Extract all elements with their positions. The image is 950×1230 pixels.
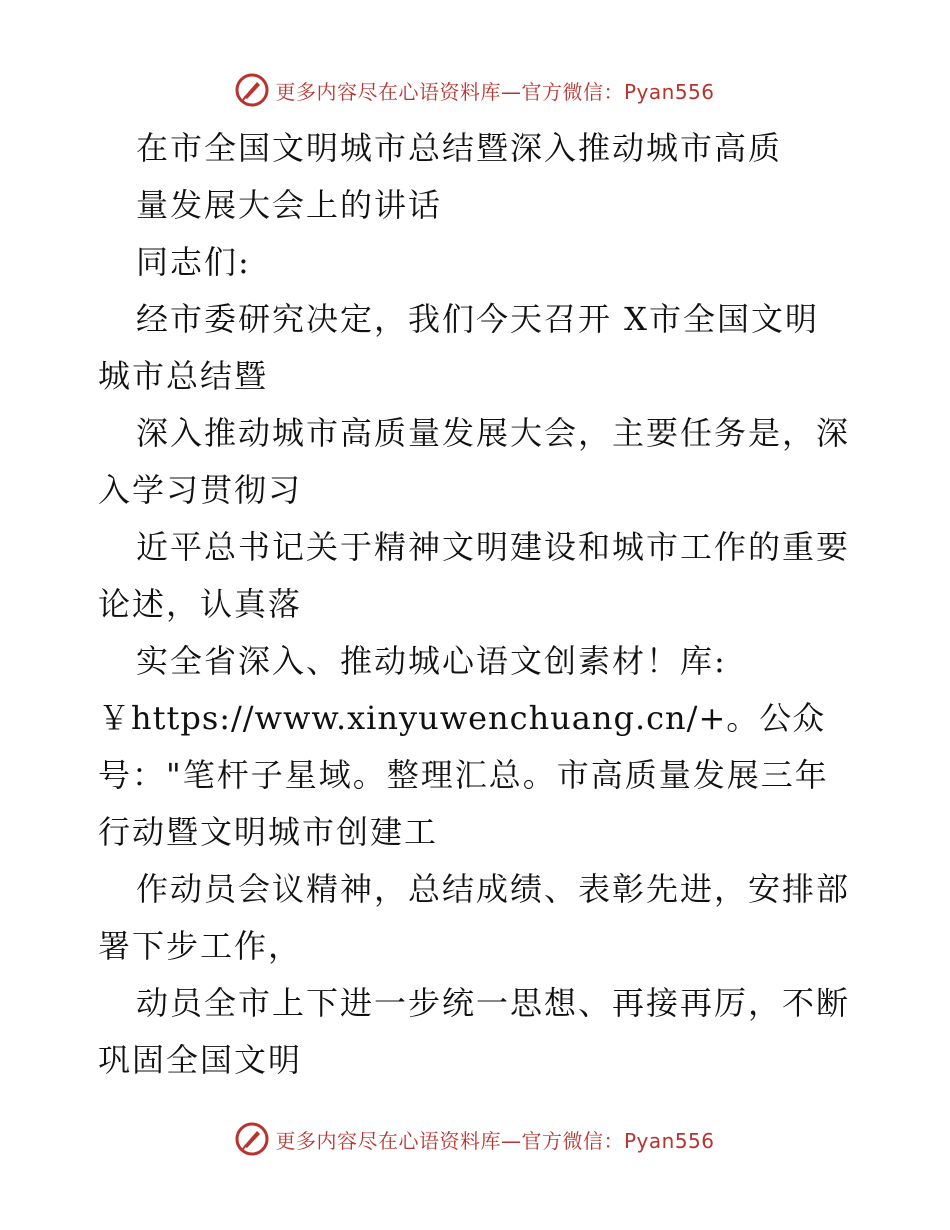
banner-text — [275, 1125, 714, 1154]
doc-line: 深入推动城市高质量发展大会，主要任务是，深 — [136, 414, 851, 452]
banner-wechat-label: 官方微信： — [521, 79, 624, 104]
banner-text — [275, 76, 714, 105]
banner-title: 更多内容尽在心语资料库 — [275, 1128, 501, 1153]
doc-line: 在市全国文明城市总结暨深入推动城市高质 — [136, 129, 783, 167]
banner-wechat-label: 官方微信： — [521, 1128, 624, 1153]
doc-line: 近平总书记关于精神文明建设和城市工作的重要 — [136, 528, 851, 566]
doc-line: 城市总结暨 — [98, 357, 269, 395]
doc-line: 同志们: — [136, 243, 251, 281]
doc-line: 署下步工作， — [98, 927, 303, 965]
header-banner — [0, 70, 950, 110]
banner-wechat-id: Pyan556 — [623, 1128, 715, 1153]
doc-line: 巩固全国文明 — [98, 1041, 303, 1079]
doc-line: 行动暨文明城市创建工 — [98, 813, 439, 851]
banner-wechat-id: Pyan556 — [623, 79, 715, 104]
doc-line: 实全省深入、推动城心语文创素材！库: — [136, 642, 727, 680]
document-body — [98, 120, 858, 1089]
doc-line: 入学习贯彻习 — [98, 471, 303, 509]
quill-seal-icon — [235, 1122, 269, 1156]
banner-title: 更多内容尽在心语资料库 — [275, 79, 501, 104]
doc-line: 作动员会议精神，总结成绩、表彰先进，安排部 — [136, 870, 851, 908]
doc-line: 论述，认真落 — [98, 585, 303, 623]
doc-line: 号："笔杆子星域。整理汇总。市高质量发展三年 — [98, 756, 829, 794]
doc-line: 动员全市上下进一步统一思想、再接再厉，不断 — [136, 984, 851, 1022]
doc-line: ￥https://www.xinyuwenchuang.cn/+。公众 — [98, 699, 826, 737]
footer-banner — [0, 1119, 950, 1159]
doc-line: 经市委研究决定，我们今天召开 X市全国文明 — [136, 300, 819, 338]
quill-seal-icon — [235, 73, 269, 107]
doc-line: 量发展大会上的讲话 — [136, 186, 443, 224]
banner-separator: — — [500, 1128, 522, 1153]
banner-separator: — — [500, 79, 522, 104]
